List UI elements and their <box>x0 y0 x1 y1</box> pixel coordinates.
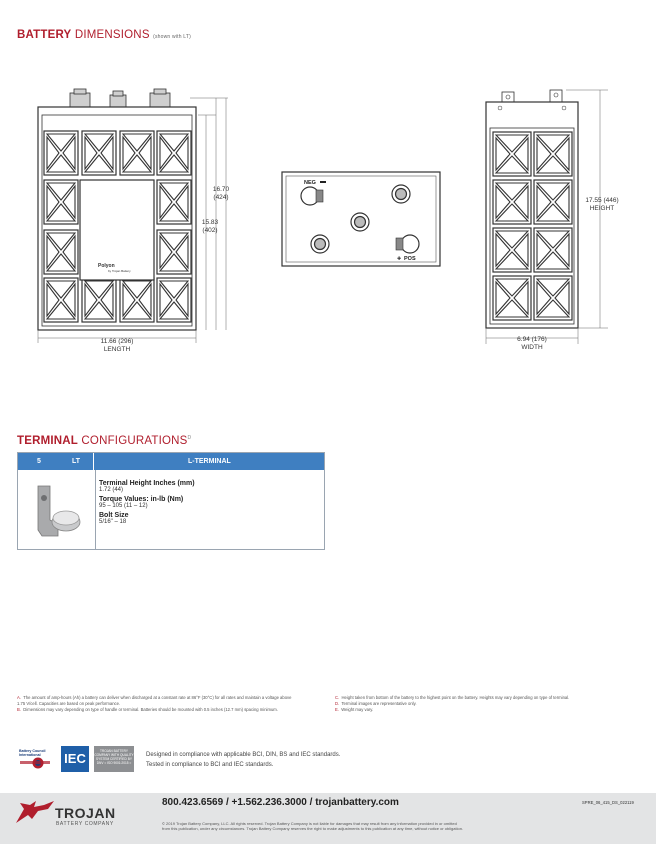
footer-legal-line-2: from this publication, under any circumstances. Trojan Battery Company reserves the right to make adjustments to this publication at any time, without notice or obligation. <box>162 826 464 831</box>
svg-text:International: International <box>19 753 41 757</box>
terminal-title-mark: D <box>187 435 192 442</box>
spec-list <box>99 480 195 525</box>
dnv-logo: TROJAN BATTERY COMPANY WITH QUALITY SYSTEM CERTIFIED BY DNV = ISO 9001:2015 = <box>94 746 134 772</box>
terminal-title-rest: CONFIGURATIONS <box>81 435 188 447</box>
width-label: WIDTH <box>521 344 543 351</box>
footnote-d: D. Terminal images are representative only. <box>335 701 417 706</box>
front-brand-label: Polyon <box>98 263 115 269</box>
neg-label: NEG <box>304 180 316 186</box>
footer-legal <box>162 821 602 831</box>
top-view-drawing <box>280 170 442 268</box>
height-overall-mm: (424) <box>213 194 229 201</box>
spec-value-torque: 95 – 105 (11 – 12) <box>99 503 148 509</box>
header-divider <box>93 453 94 470</box>
side-view-drawing <box>480 82 630 354</box>
terminal-title <box>17 435 191 447</box>
height-case-mm: (402) <box>202 227 218 234</box>
footer-brand-sub: BATTERY COMPANY <box>56 821 114 827</box>
spec-label-height: Terminal Height Inches (mm) <box>99 480 195 487</box>
footnotes-right <box>335 695 635 713</box>
header-col-3: L-TERMINAL <box>188 458 231 465</box>
side-height-label: HEIGHT <box>589 205 615 212</box>
footer <box>0 793 656 844</box>
spec-label-bolt: Bolt Size <box>99 512 129 519</box>
pos-label: POS <box>404 256 416 262</box>
footer-contact[interactable]: 800.423.6569 / +1.562.236.3000 / trojanbattery.com <box>162 797 399 808</box>
iec-logo: IEC <box>61 746 89 772</box>
terminal-table-header <box>18 453 324 470</box>
front-view-drawing <box>30 85 250 357</box>
footnote-e: E. Weight may vary. <box>335 707 374 712</box>
width-value: 6.94 (176) <box>517 336 547 343</box>
terminal-table-body <box>18 470 324 549</box>
footnote-c: C. Height taken from bottom of the battery to the highest point on the battery. Heights may vary depending on type of terminal. <box>335 695 570 700</box>
footer-doc-code: SPRE_06_415_DS_022119 <box>582 800 634 805</box>
footnote-b: B. Dimensions may vary depending on type of handle or terminal. Batteries should be mounted with 0.5 inches (12.7 mm) spacing minimum. <box>17 707 278 712</box>
svg-text:Battery Council: Battery Council <box>19 749 46 753</box>
footer-legal-line-1: © 2019 Trojan Battery Company, LLC. All rights reserved. Trojan Battery Company is not liable for damages that may result from any information provided in or omitted <box>162 821 457 826</box>
l-terminal-icon <box>32 480 82 540</box>
height-case-value: 15.83 <box>201 219 219 226</box>
footnotes-left <box>17 695 297 713</box>
footnote-a: A. The amount of amp-hours (Ah) a battery can deliver when discharged at a constant rate at 86°F (30°C) for all rates and maintain a voltage above 1.75 V/cell. Capacities are based on peak performance. <box>17 695 292 706</box>
footer-brand: TROJAN <box>55 805 116 821</box>
front-brand-sub: by Trojan Battery <box>108 269 131 273</box>
compliance-line-2: Tested in compliance to BCI and IEC standards. <box>146 762 274 768</box>
neg-symbol-icon <box>320 181 326 183</box>
bci-logo <box>17 746 55 770</box>
dimensions-title-bold: BATTERY <box>17 29 72 41</box>
spec-value-height: 1.72 (44) <box>99 487 124 493</box>
side-height-value: 17.55 (446) <box>585 197 619 204</box>
pos-symbol-icon: ✚ <box>397 256 402 262</box>
dimensions-title-note: (shown with LT) <box>153 34 192 40</box>
terminal-table <box>17 452 325 550</box>
header-col-1: 5 <box>37 458 41 465</box>
height-overall-value: 16.70 <box>212 186 230 193</box>
dimensions-title-rest: DIMENSIONS <box>74 29 150 41</box>
terminal-title-bold: TERMINAL <box>17 435 79 447</box>
trojan-horse-logo-icon <box>14 799 58 825</box>
length-label: LENGTH <box>103 346 131 353</box>
compliance-text <box>146 750 340 770</box>
dimensions-title <box>17 29 191 41</box>
header-col-2: LT <box>72 458 81 465</box>
length-value: 11.66 (296) <box>100 338 134 345</box>
spec-value-bolt: 5/16" – 18 <box>99 519 127 525</box>
spec-label-torque: Torque Values: in-lb (Nm) <box>99 496 184 503</box>
compliance-line-1: Designed in compliance with applicable BCI, DIN, BS and IEC standards. <box>146 752 341 758</box>
